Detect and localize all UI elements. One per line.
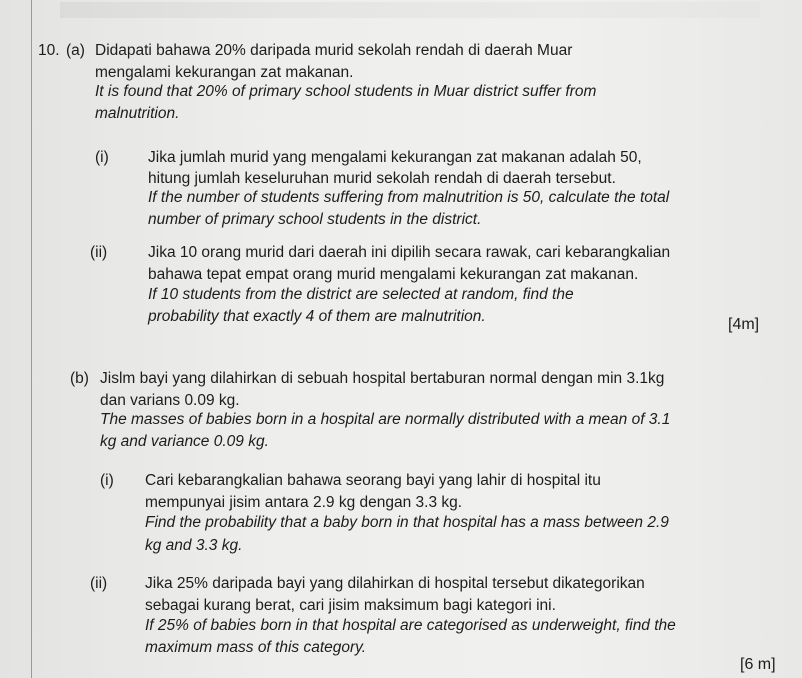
part-a-ii-english-line-1: If 10 students from the district are selected at random, find the [148, 286, 574, 303]
part-b-label: (b) [70, 370, 89, 387]
part-b-ii-label: (ii) [90, 575, 108, 592]
part-b-i-label: (i) [100, 472, 114, 489]
margin-line [31, 0, 32, 678]
part-b-ii-malay-line-1: Jika 25% daripada bayi yang dilahirkan di hospital tersebut dikategorikan [145, 575, 645, 592]
part-b-english-line-1: The masses of babies born in a hospital are normally distributed with a mean of 3.1 [100, 411, 671, 428]
faded-header-strip [60, 2, 760, 18]
part-b-i-english-line-1: Find the probability that a baby born in that hospital has a mass between 2.9 [145, 514, 669, 531]
part-a-i-malay-line-1: Jika jumlah murid yang mengalami kekurangan zat makanan adalah 50, [148, 149, 642, 166]
part-b-english-line-2: kg and variance 0.09 kg. [100, 433, 269, 450]
part-a-ii-english-line-2: probability that exactly 4 of them are malnutrition. [148, 308, 486, 325]
part-a-label: (a) [66, 42, 85, 59]
part-a-i-label: (i) [95, 149, 109, 166]
part-a-ii-malay-line-1: Jika 10 orang murid dari daerah ini dipilih secara rawak, cari kebarangkalian [148, 244, 671, 261]
part-b-ii-english-line-1: If 25% of babies born in that hospital are categorised as underweight, find the [145, 617, 676, 634]
part-b-malay-line-1: Jislm bayi yang dilahirkan di sebuah hospital bertaburan normal dengan min 3.1kg [100, 370, 665, 387]
part-b-ii-english-line-2: maximum mass of this category. [145, 639, 367, 656]
part-a-malay-line-1: Didapati bahawa 20% daripada murid sekolah rendah di daerah Muar [95, 42, 573, 59]
part-a-marks: [4m] [728, 316, 760, 333]
part-a-i-english-line-1: If the number of students suffering from malnutrition is 50, calculate the total [148, 189, 670, 206]
part-b-ii-malay-line-2: sebagai kurang berat, cari jisim maksimum bagi kategori ini. [145, 597, 556, 614]
part-b-malay-line-2: dan varians 0.09 kg. [100, 392, 240, 409]
question-number: 10. [38, 42, 60, 59]
part-a-english-line-1: It is found that 20% of primary school students in Muar district suffer from [95, 83, 597, 100]
part-a-ii-label: (ii) [90, 244, 108, 261]
part-b-i-english-line-2: kg and 3.3 kg. [145, 537, 243, 554]
part-a-english-line-2: malnutrition. [95, 105, 180, 122]
part-b-marks: [6 m] [740, 656, 776, 673]
part-a-malay-line-2: mengalami kekurangan zat makanan. [95, 64, 354, 81]
part-a-ii-malay-line-2: bahawa tepat empat orang murid mengalami kekurangan zat makanan. [148, 266, 639, 283]
part-a-i-english-line-2: number of primary school students in the district. [148, 211, 482, 228]
part-b-i-malay-line-1: Cari kebarangkalian bahawa seorang bayi yang lahir di hospital itu [145, 472, 601, 489]
part-a-i-malay-line-2: hitung jumlah keseluruhan murid sekolah rendah di daerah tersebut. [148, 170, 616, 187]
part-b-i-malay-line-2: mempunyai jisim antara 2.9 kg dengan 3.3 kg. [145, 494, 463, 511]
